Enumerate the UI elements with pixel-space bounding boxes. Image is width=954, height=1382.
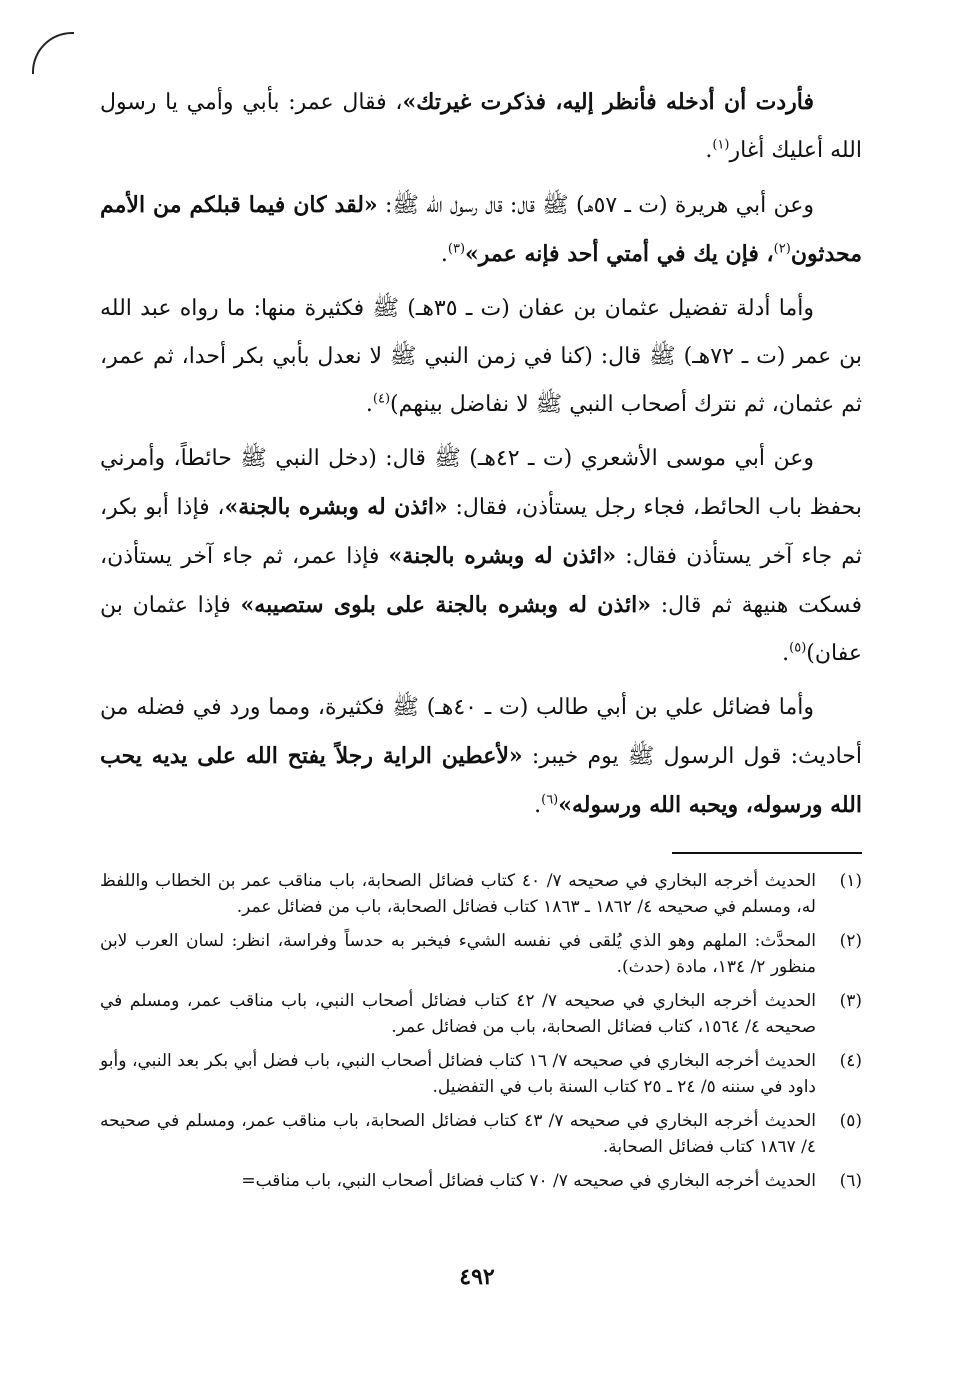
text-run: . [365,392,373,417]
footnote-ref[interactable]: (١) [712,137,730,153]
footnote-number: (٦) [839,1171,862,1191]
text-run: . [534,793,542,818]
text-run: «لأعطين الراية رجلاً يفتح الله على يديه يحب الله ورسوله، ويحبه الله ورسوله» [100,743,862,818]
main-text [100,78,862,830]
paragraph-5 [100,684,862,830]
text-run: ، فإذا أبو بكر، ثم جاء آخر يستأذن فقال: [100,495,862,569]
text-run: . [440,242,448,267]
footnote-text: الحديث أخرجه البخاري في صحيحه ٧/ ٧٠ كتاب فضائل أصحاب النبي، باب مناقب= [241,1171,816,1191]
text-run: «لقد كان فيما قبلكم من الأمم محدثون [100,192,862,267]
footnote-item [100,928,862,980]
footnote-number: (٥) [839,1111,862,1131]
footnote-text: الحديث أخرجه البخاري في صحيحه ٧/ ٤٣ كتاب فضائل الصحابة، باب مناقب عمر، ومسلم في صحيحه ٤/ ١٨٦٧ كتاب فضائل الصحابة. [100,1111,816,1157]
footnotes [100,868,862,1194]
text-run: وعن أبي هريرة (ت ـ ٥٧هـ) ﷺ قال: قال رسول الله ﷺ: [377,193,815,218]
footnote-text: الحديث أخرجه البخاري في صحيحه ٧/ ٤٠ كتاب فضائل الصحابة، باب مناقب عمر بن الخطاب واللفظ له، ومسلم في صحيحه ٤/ ١٨٦٢ ـ ١٨٦٣ كتاب فضائل الصحابة، باب من فضائل عمر. [100,871,816,917]
footnote-ref[interactable]: (٥) [789,640,807,656]
footnote-item [100,1048,862,1100]
footnote-item [100,868,862,920]
footnote-number: (٢) [839,931,862,951]
text-run: فأردت أن أدخله فأنظر إليه، فذكرت غيرتك» [402,89,815,115]
text-run: . [705,138,713,163]
footnote-text: الحديث أخرجه البخاري في صحيحه ٧/ ١٦ كتاب فضائل أصحاب النبي، باب فضل أبي بكر بعد النبي، وأبو داود في سننه ٥/ ٢٤ ـ ٢٥ كتاب السنة باب في التفضيل. [100,1051,816,1097]
text-run: فإذا عمر، ثم جاء آخر يستأذن، فسكت هنيهة ثم قال: [100,544,862,618]
footnote-ref[interactable]: (٦) [541,792,559,808]
footnote-number: (١) [839,871,862,891]
text-run: وأما فضائل علي بن أبي طالب (ت ـ ٤٠هـ) ﷺ فكثيرة، ومما ورد في فضله من أحاديث: قول الرسول ﷺ يوم خيبر: [100,695,862,769]
footnote-ref[interactable]: (٢) [773,241,791,257]
footnote-item [100,988,862,1040]
footnote-number: (٤) [839,1051,862,1071]
footnote-number: (٣) [839,991,862,1011]
text-run: . [782,641,790,666]
page-number: ٤٩٢ [459,1264,495,1290]
footnote-item [100,1168,862,1194]
footnote-text: المحدَّث: الملهم وهو الذي يُلقى في نفسه الشيء فيخبر به حدساً وفراسة، انظر: لسان العرب لابن منظور ٢/ ١٣٤، مادة (حدث). [100,931,816,977]
paragraph-1 [100,78,862,175]
text-run: وعن أبي موسى الأشعري (ت ـ ٤٢هـ) ﷺ قال: (دخل النبي ﷺ حائطاً، وأمرني بحفظ باب الحائط، فجاء رجل يستأذن، فقال: [100,446,862,520]
footnote-item [100,1108,862,1160]
text-run: «ائذن له وبشره بالجنة على بلوى ستصيبه» [240,592,651,618]
footnote-divider [672,852,862,854]
paragraph-2 [100,181,862,279]
paragraph-3 [100,285,862,429]
footnote-ref[interactable]: (٤) [372,391,391,407]
scan-corner-mark [32,32,74,74]
text-run: فإذا عثمان بن عفان) [100,593,862,666]
text-run: وأما أدلة تفضيل عثمان بن عفان (ت ـ ٣٥هـ) ﷺ فكثيرة منها: ما رواه عبد الله بن عمر (ت ـ ٧٢هـ) ﷺ قال: (كنا في زمن النبي ﷺ لا نعدل بأبي بكر أحدا، ثم عمر، ثم عثمان، ثم نترك أصحاب النبي ﷺ لا نفاضل بينهم) [100,296,862,417]
paragraph-4 [100,435,862,678]
text-run: ، فقال عمر: بأبي وأمي يا رسول الله أعليك أغار [100,90,862,163]
text-run: «ائذن له وبشره بالجنة» [224,494,448,520]
text-run: «ائذن له وبشره بالجنة» [388,543,617,569]
page-body [100,78,862,1202]
footnote-text: الحديث أخرجه البخاري في صحيحه ٧/ ٤٢ كتاب فضائل أصحاب النبي، باب مناقب عمر، ومسلم في صحيحه ٤/ ١٥٦٤، كتاب فضائل الصحابة، باب من فضائل عمر. [100,991,816,1037]
footnote-ref[interactable]: (٣) [447,241,466,257]
text-run: ، فإن يك في أمتي أحد فإنه عمر» [465,241,774,267]
